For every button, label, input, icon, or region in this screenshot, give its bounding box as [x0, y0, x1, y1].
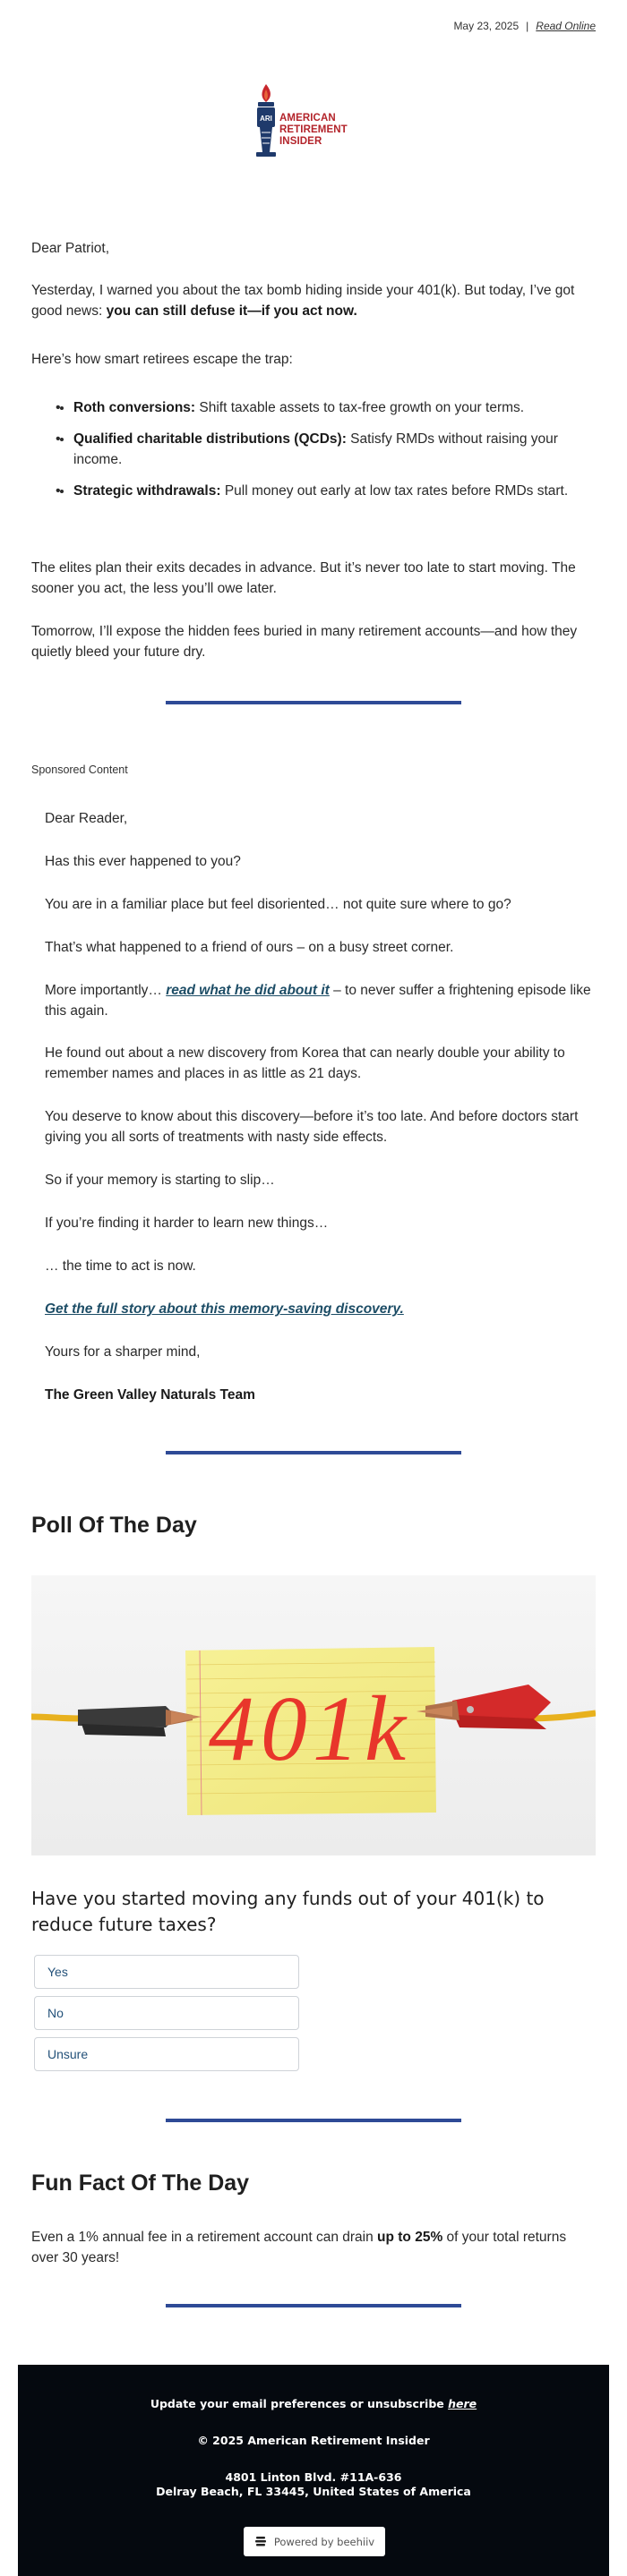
- sponsored-cta: [45, 1299, 591, 1319]
- brand-logo: [249, 82, 383, 165]
- email-preferences: [18, 2396, 609, 2411]
- powered-by-beehiiv-badge[interactable]: [244, 2527, 385, 2556]
- sponsored-paragraph: You deserve to know about this discovery—before it’s too late. And before doctors start giving you all sorts of treatments with nasty side effects.: [45, 1109, 579, 1145]
- intro-p1-text: Yesterday, I warned you about the tax bomb hiding inside your 401(k). But today, I’ve got good news:: [31, 283, 575, 319]
- greeting: Dear Patriot,: [31, 241, 110, 256]
- sponsored-paragraph: You are in a familiar place but feel disoriented… not quite sure where to go?: [45, 897, 511, 912]
- poll-title: Poll Of The Day: [31, 1513, 197, 1538]
- sponsored-paragraph: If you’re finding it harder to learn new things…: [45, 1215, 329, 1231]
- list-item: [73, 481, 602, 501]
- sponsored-greeting: Dear Reader,: [45, 811, 128, 826]
- sponsored-paragraph: [45, 980, 591, 1021]
- jumper-cables-image: [31, 1575, 596, 1855]
- list-item: [73, 397, 602, 418]
- logo-line-2: RETIREMENT INSIDER: [279, 124, 348, 147]
- sponsored-p4-post: – to never suffer a frightening episode like this again.: [45, 983, 591, 1019]
- poll-option-unsure[interactable]: Unsure: [34, 2037, 299, 2071]
- sponsored-paragraph: … the time to act is now.: [45, 1258, 196, 1274]
- read-online-link[interactable]: Read Online: [536, 20, 596, 32]
- issue-date: May 23, 2025: [453, 20, 520, 32]
- sponsored-p4-pre: More importantly…: [45, 983, 167, 998]
- sponsored-team: [45, 1385, 591, 1405]
- list-item-bold: Qualified charitable distributions (QCDs):: [73, 431, 347, 447]
- list-item-text: Shift taxable assets to tax-free growth on your terms.: [195, 400, 525, 415]
- address-line-2: Delray Beach, FL 33445, United States of America: [156, 2485, 471, 2498]
- section-divider: [166, 1451, 461, 1454]
- fun-fact-title: Fun Fact Of The Day: [31, 2171, 250, 2196]
- team-name: The Green Valley Naturals Team: [45, 1387, 255, 1403]
- sponsored-label: Sponsored Content: [31, 763, 128, 776]
- powered-by-text: Powered by beehiiv: [273, 2535, 375, 2548]
- intro-paragraph-3: The elites plan their exits decades in advance. But it’s never too late to start moving. The sooner you act, the less you’ll owe later.: [31, 560, 576, 596]
- section-divider: [166, 2119, 461, 2122]
- fun-fact-post: of your total returns over 30 years!: [31, 2230, 567, 2265]
- copyright: © 2025 American Retirement Insider: [197, 2434, 430, 2447]
- read-what-he-did-link[interactable]: read what he did about it: [166, 983, 330, 998]
- fun-fact-text: [31, 2227, 596, 2268]
- logo-line-1: AMERICAN: [279, 113, 336, 124]
- top-bar: [453, 20, 596, 32]
- memory-discovery-link[interactable]: Get the full story about this memory-saving discovery.: [45, 1301, 404, 1317]
- sponsored-paragraph: Has this ever happened to you?: [45, 854, 241, 869]
- prefs-text: Update your email preferences or unsubscribe: [150, 2397, 449, 2410]
- sponsored-paragraph: That’s what happened to a friend of ours – on a busy street corner.: [45, 940, 454, 955]
- list-item: [73, 429, 602, 470]
- intro-paragraph-4: Tomorrow, I’ll expose the hidden fees buried in many retirement accounts—and how they quietly bleed your future dry.: [31, 624, 578, 660]
- sponsored-paragraph: So if your memory is starting to slip…: [45, 1173, 275, 1188]
- footer: [18, 2365, 609, 2576]
- sponsored-paragraph: He found out about a new discovery from Korea that can nearly double your ability to remember names and places in as little as 21 days.: [45, 1045, 565, 1081]
- logo-wordmark: [279, 113, 383, 148]
- section-divider: [166, 2304, 461, 2307]
- fun-fact-bold: up to 25%: [377, 2230, 443, 2245]
- poll-image: [31, 1575, 596, 1855]
- poll-option-no[interactable]: No: [34, 1996, 299, 2030]
- beehiiv-icon: [254, 2536, 267, 2548]
- intro-paragraph-2: Here’s how smart retirees escape the trap:: [31, 352, 293, 367]
- list-item-text: Pull money out early at low tax rates before RMDs start.: [220, 483, 569, 499]
- list-item-bold: Strategic withdrawals:: [73, 483, 221, 499]
- separator: |: [526, 20, 529, 32]
- section-divider: [166, 701, 461, 704]
- image-401k-text: 401k: [208, 1677, 412, 1780]
- poll-option-yes[interactable]: Yes: [34, 1955, 299, 1989]
- logo-badge-text: ARI: [260, 115, 272, 123]
- poll-question: Have you started moving any funds out of your 401(k) to reduce future taxes?: [31, 1888, 545, 1935]
- address-line-1: 4801 Linton Blvd. #11A-636: [225, 2470, 402, 2484]
- list-item-text: Satisfy RMDs without raising your income.: [73, 431, 558, 467]
- fun-fact-pre: Even a 1% annual fee in a retirement account can drain: [31, 2230, 378, 2245]
- unsubscribe-link[interactable]: here: [448, 2397, 477, 2410]
- intro-p1-bold: you can still defuse it—if you act now.: [106, 303, 357, 319]
- intro-paragraph-1: [31, 280, 596, 321]
- list-item-bold: Roth conversions:: [73, 400, 196, 415]
- sponsored-signoff: Yours for a sharper mind,: [45, 1344, 201, 1360]
